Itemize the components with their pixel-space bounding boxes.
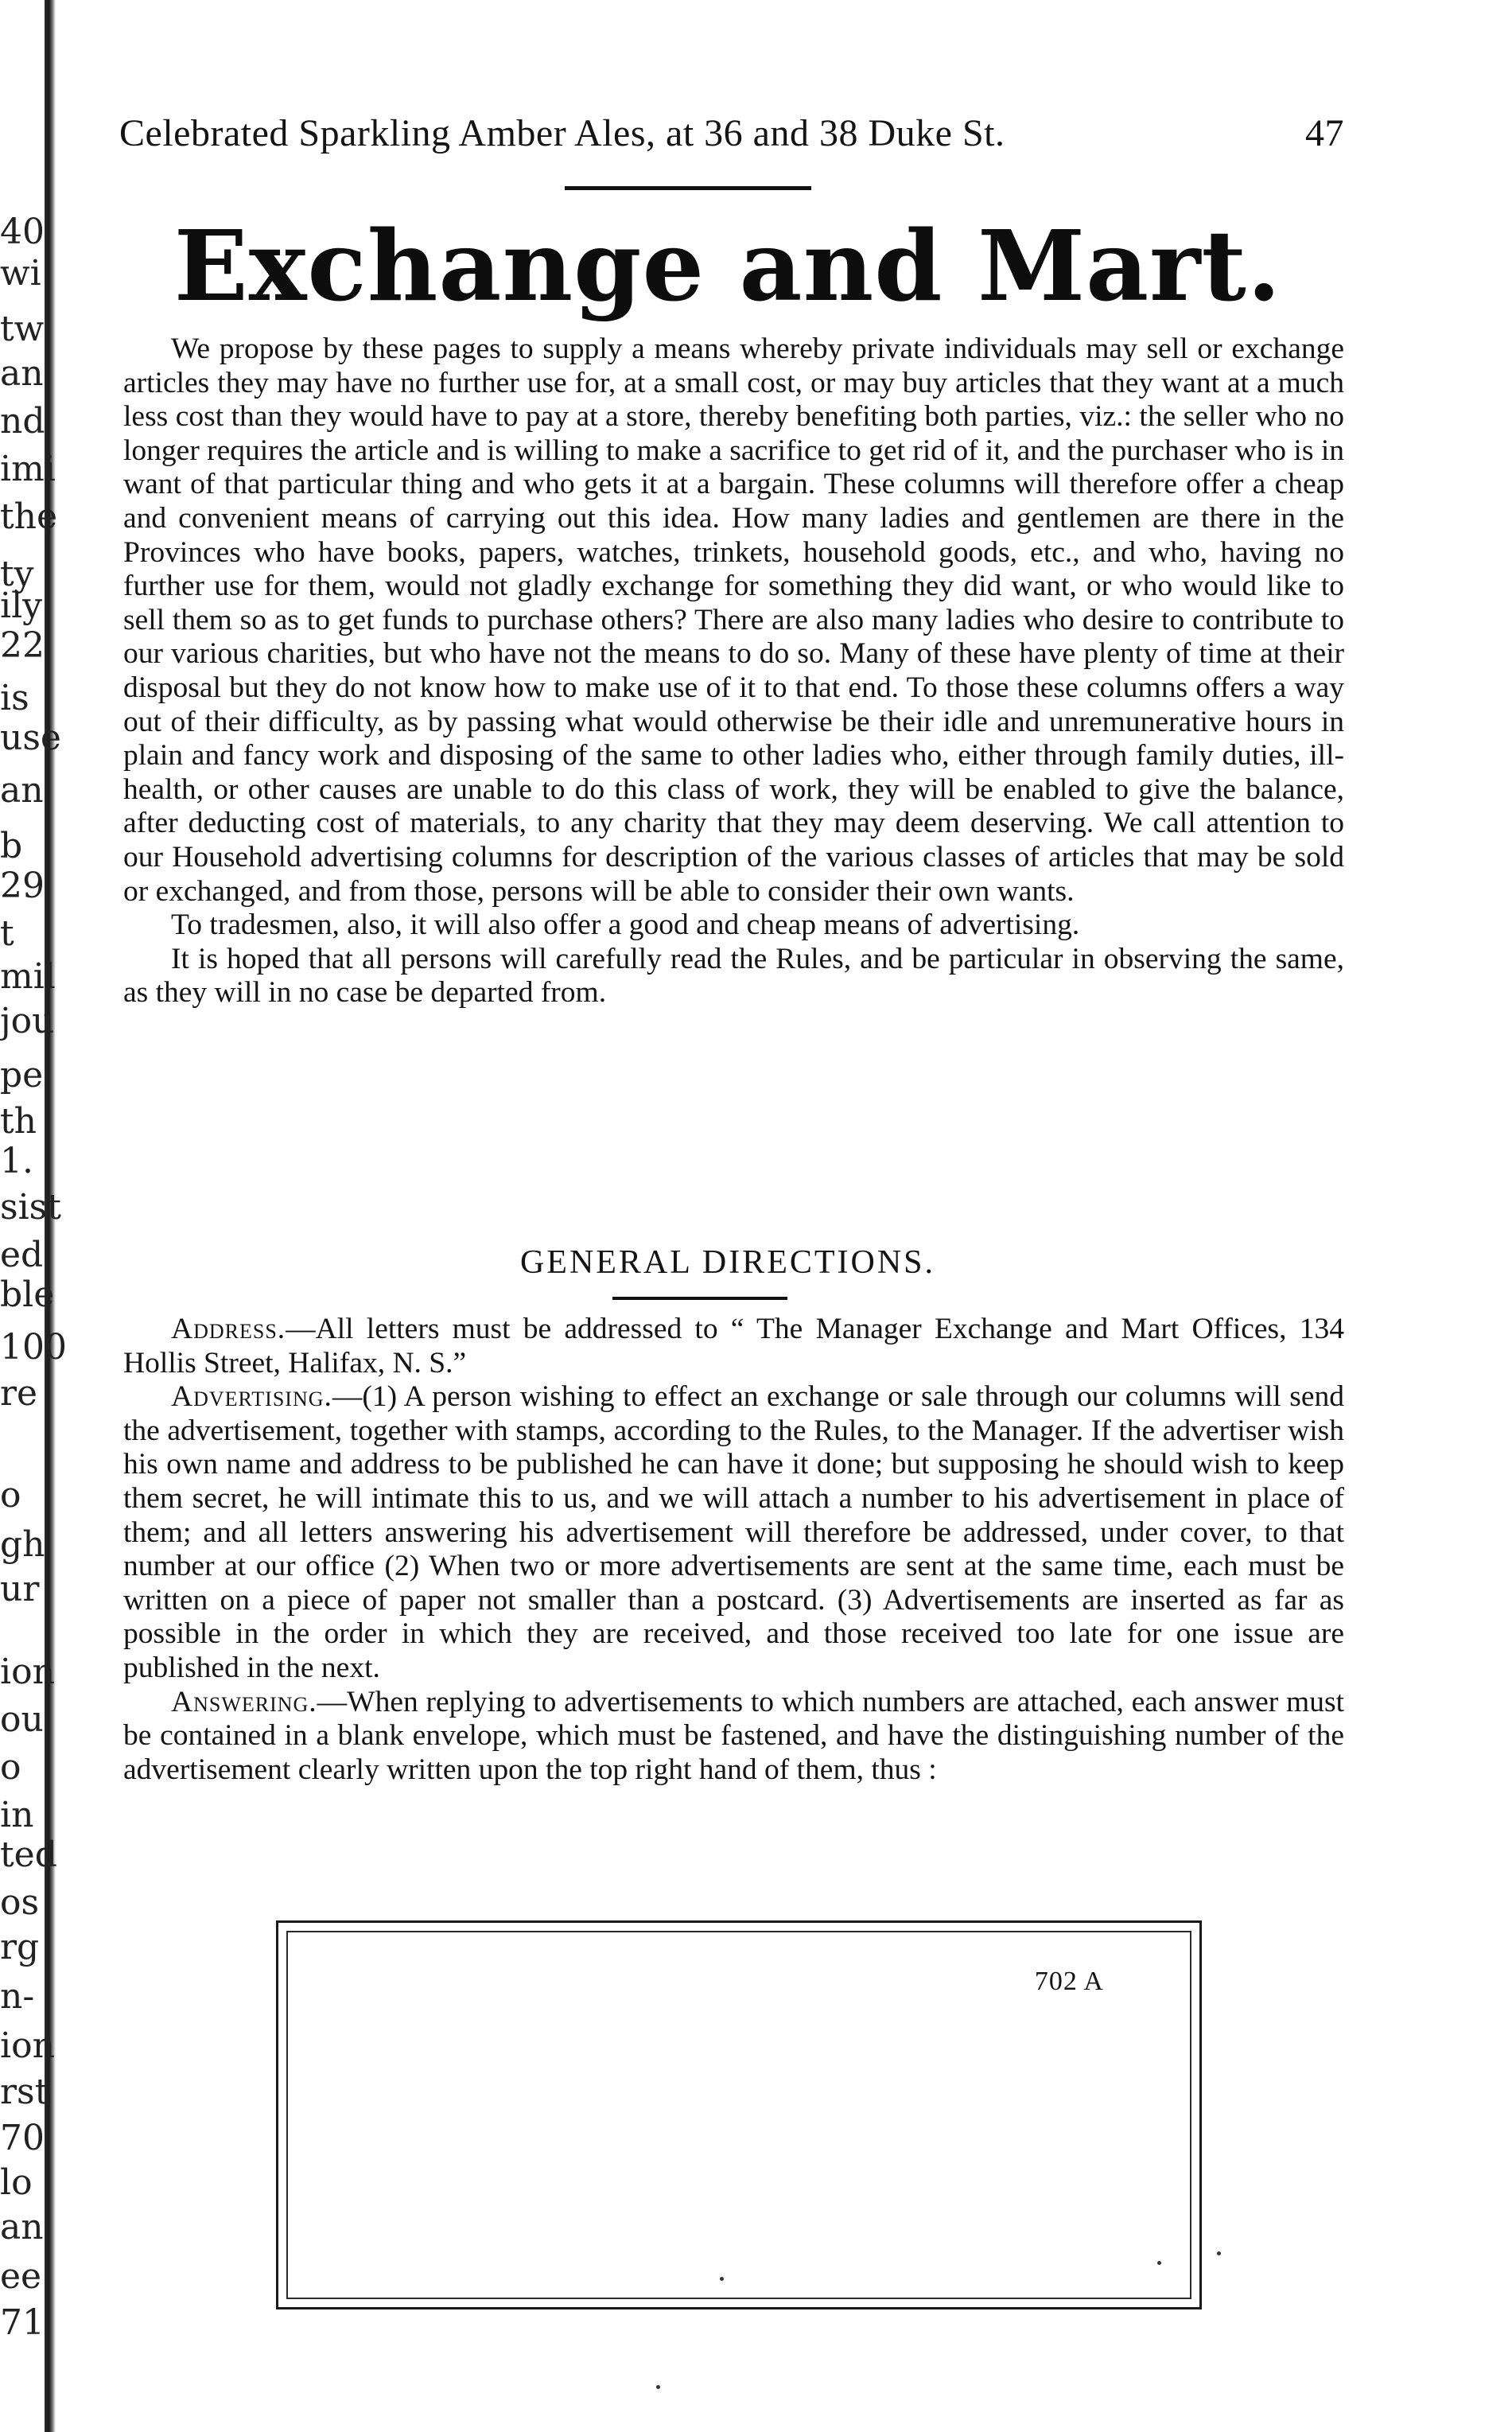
margin-fragment: 22	[0, 625, 45, 666]
print-speck	[656, 2385, 660, 2389]
margin-fragment: ble	[0, 1274, 55, 1315]
margin-fragment: ty	[0, 554, 34, 594]
page-title: Exchange and Mart.	[173, 208, 1282, 323]
intro-paragraph: We propose by these pages to supply a means whereby private individuals may sell or exchange articles they may have no further use for, at a small cost, or may buy articles that they want at a much less cost than they would have to pay at a store, thereby benefiting both parties, viz.: the seller who no longer requires the article and is willing to make a sacrifice to get rid of it, and the purchaser who is in want of that particular thing and who gets it at a bargain. These columns will therefore offer a cheap and convenient means of carrying out this idea. How many ladies and gentlemen are there in the Provinces who have books, papers, watches, trinkets, household goods, etc., and who, having no further use for them, would not gladly exchange for something they did want, or who would like to sell them so as to get funds to purchase others? There are also many ladies who desire to contribute to our various charities, but who have not the means to do so. Many of these have plenty of time at their disposal but they do not know how to make use of it to that end. To those these columns offers a way out of their difficulty, as by passing what would otherwise be their idle and unremunerative hours in plain and fancy work and disposing of the same to other ladies who, either through family duties, ill-health, or other causes are unable to do this class of work, they will be enabled to give the balance, after deducting cost of materials, to any charity that they may deem deserving. We call attention to our Household advertising columns for description of the various classes of articles that may be sold or exchanged, and from those, persons will be able to consider their own wants.	[123, 333, 1344, 908]
margin-fragment: jou	[0, 1001, 55, 1041]
margin-fragment: nd	[0, 401, 45, 442]
margin-fragment: sist	[0, 1187, 61, 1228]
intro-paragraph: To tradesmen, also, it will also offer a good and cheap means of advertising.	[171, 909, 1080, 942]
margin-fragment: an	[0, 2207, 44, 2247]
direction-text: —(1) A person wishing to effect an exchange or sale through our columns will send the advertisement, together with stamps, according to the Rules, to the Manager. If the advertiser wish his own name and address to be published he can have it done; but supposing he should wish to keep them secret, he will intimate this to us, and we will attach a number to his advertisement in place of them; and all letters answering his advertisement will therefore be addressed, under cover, to that number at our office (2) When two or more advertisements are sent at the same time, each must be written on a piece of paper not smaller than a postcard. (3) Advertisements are inserted as far as possible in the order in which they are received, and those received too late for one issue are published in the next.	[123, 1380, 1344, 1684]
page	[99, 0, 1356, 2432]
margin-fragment: os	[0, 1882, 40, 1923]
section-title: GENERAL DIRECTIONS.	[519, 1244, 936, 1281]
example-envelope	[276, 1920, 1202, 2309]
margin-fragment: o	[0, 1475, 21, 1516]
margin-fragment: an	[0, 353, 44, 394]
print-speck	[720, 2277, 724, 2281]
margin-fragment: ur	[0, 1569, 40, 1609]
direction-address	[123, 1313, 1344, 1380]
margin-fragment: rg	[0, 1927, 40, 1967]
margin-fragment: the	[0, 496, 58, 537]
direction-text: —All letters must be addressed to “ The Manager Exchange and Mart Offices, 134 Hollis Street, Halifax, N. S.”	[123, 1313, 1344, 1379]
direction-answering	[123, 1686, 1344, 1788]
margin-fragment: in	[0, 1795, 34, 1835]
example-number: 702 A	[1034, 1967, 1104, 1996]
margin-fragment: 100	[0, 1327, 67, 1368]
margin-fragment: ou	[0, 1699, 44, 1740]
margin-fragment: rst	[0, 2072, 49, 2112]
margin-fragment: ion	[0, 2025, 55, 2066]
margin-fragment: n-	[0, 1976, 35, 2017]
margin-fragment: 29	[0, 866, 45, 906]
margin-fragment: use	[0, 718, 61, 758]
margin-fragment: tw	[0, 309, 45, 349]
direction-label: Address.	[171, 1313, 286, 1345]
margin-fragment: 40	[0, 212, 45, 252]
intro-paragraph: It is hoped that all persons will carefully read the Rules, and be particular in observing the same, as they will in no case be departed from.	[123, 942, 1344, 1010]
print-speck	[1157, 2261, 1161, 2265]
margin-fragment: ed	[0, 1235, 44, 1275]
margin-fragment: is	[0, 678, 29, 718]
margin-fragment: re	[0, 1373, 38, 1414]
margin-fragment: pe	[0, 1055, 44, 1095]
margin-fragment: ted	[0, 1835, 57, 1875]
margin-fragment: ee	[0, 2256, 42, 2297]
margin-fragment: b	[0, 826, 23, 866]
margin-fragment: th	[0, 1101, 37, 1142]
page-number: 47	[1305, 112, 1344, 154]
adjacent-page-fragments	[0, 0, 67, 2432]
margin-fragment: ion	[0, 1652, 55, 1692]
margin-fragment: gh	[0, 1524, 45, 1565]
margin-fragment: an	[0, 770, 44, 811]
margin-fragment: o	[0, 1747, 21, 1788]
margin-fragment: imi	[0, 449, 56, 489]
direction-advertising	[123, 1380, 1344, 1685]
section-rule	[612, 1297, 787, 1300]
margin-fragment: lo	[0, 2162, 33, 2203]
margin-fragment: ily	[0, 586, 43, 626]
margin-fragment: 70	[0, 2118, 45, 2158]
margin-fragment: t	[0, 913, 14, 954]
direction-label: Answering.	[171, 1685, 317, 1718]
margin-fragment: wi	[0, 253, 41, 294]
direction-label: Advertising.	[171, 1380, 332, 1414]
print-speck	[1217, 2251, 1221, 2255]
direction-text: —When replying to advertisements to which numbers are attached, each answer must be contained in a blank envelope, which must be fastened, and have the distinguishing number of the advertisement clearly written upon the top right hand of them, thus :	[123, 1685, 1344, 1786]
margin-fragment: 1.	[0, 1141, 33, 1181]
margin-fragment: 71	[0, 2302, 45, 2343]
running-head-text: Celebrated Sparkling Amber Ales, at 36 and 38 Duke St.	[119, 112, 1005, 154]
intro-text	[123, 333, 1344, 1010]
directions-text	[123, 1313, 1344, 1787]
title-rule	[565, 186, 811, 190]
margin-fragment: mil	[0, 956, 56, 997]
